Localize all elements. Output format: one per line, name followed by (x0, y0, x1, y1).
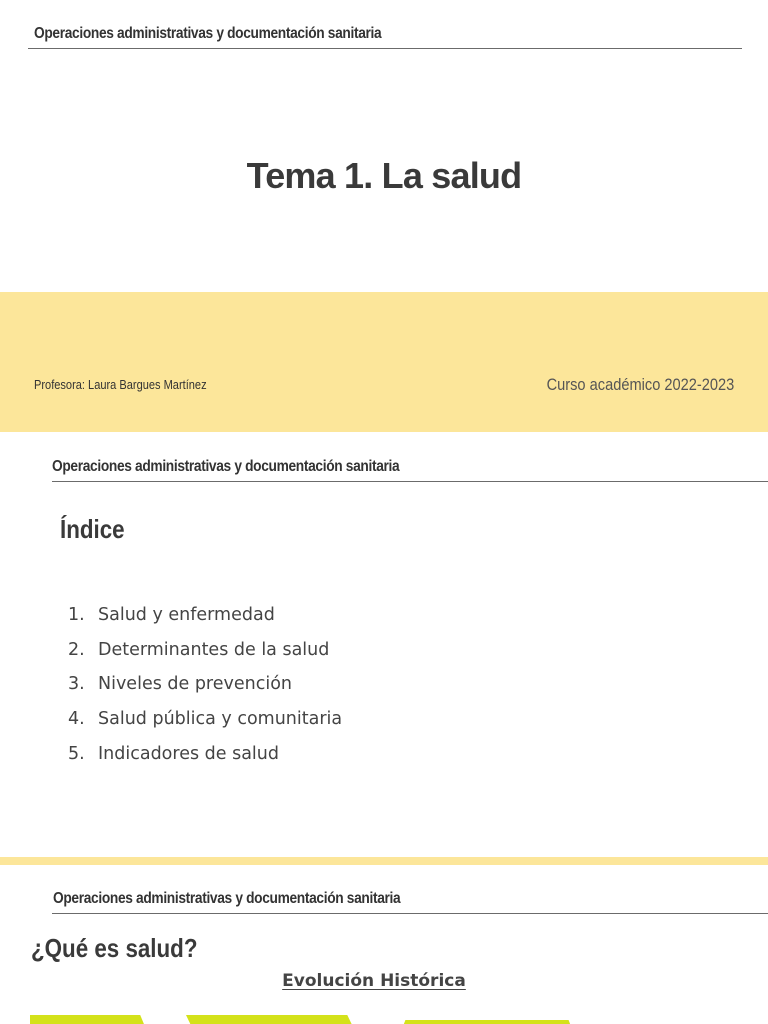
section-subtitle: Evolución Histórica (282, 971, 466, 991)
list-item-number: 4. (68, 709, 85, 730)
footer-band (0, 292, 768, 432)
list-item-number: 5. (68, 743, 85, 764)
list-item-number: 3. (68, 674, 85, 695)
section-title: ¿Qué es salud? (31, 933, 198, 963)
list-item (68, 702, 342, 737)
header-divider (52, 913, 768, 914)
list-item-label: Niveles de prevención (98, 674, 293, 695)
slide-index (0, 432, 768, 857)
list-item-number: 2. (68, 639, 85, 660)
header-divider (52, 481, 768, 482)
index-list (68, 598, 342, 771)
slide-separator (0, 857, 768, 865)
list-item (68, 667, 342, 702)
header-divider (28, 48, 742, 49)
list-item-number: 1. (68, 605, 85, 625)
list-item (68, 633, 342, 668)
course-header: Operaciones administrativas y documentación sanitaria (34, 25, 382, 42)
list-item-label: Determinantes de la salud (98, 639, 330, 660)
list-item-label: Salud pública y comunitaria (98, 709, 343, 730)
list-item (68, 598, 342, 633)
timeline-arrow (30, 1015, 146, 1024)
list-item-label: Salud y enfermedad (98, 605, 275, 625)
list-item (68, 737, 342, 772)
slide-title-text: Tema 1. La salud (246, 155, 522, 196)
course-header: Operaciones administrativas y documentación sanitaria (53, 890, 401, 907)
course-header: Operaciones administrativas y documentación sanitaria (52, 458, 400, 475)
teacher-name: Profesora: Laura Bargues Martínez (34, 377, 207, 392)
slide-title (0, 0, 768, 432)
academic-year: Curso académico 2022-2023 (546, 375, 734, 394)
slide-what-is-health (0, 865, 768, 1024)
timeline-arrow (402, 1020, 572, 1024)
index-title: Índice (60, 514, 125, 544)
list-item-label: Indicadores de salud (98, 743, 279, 764)
timeline-arrow (186, 1015, 354, 1024)
